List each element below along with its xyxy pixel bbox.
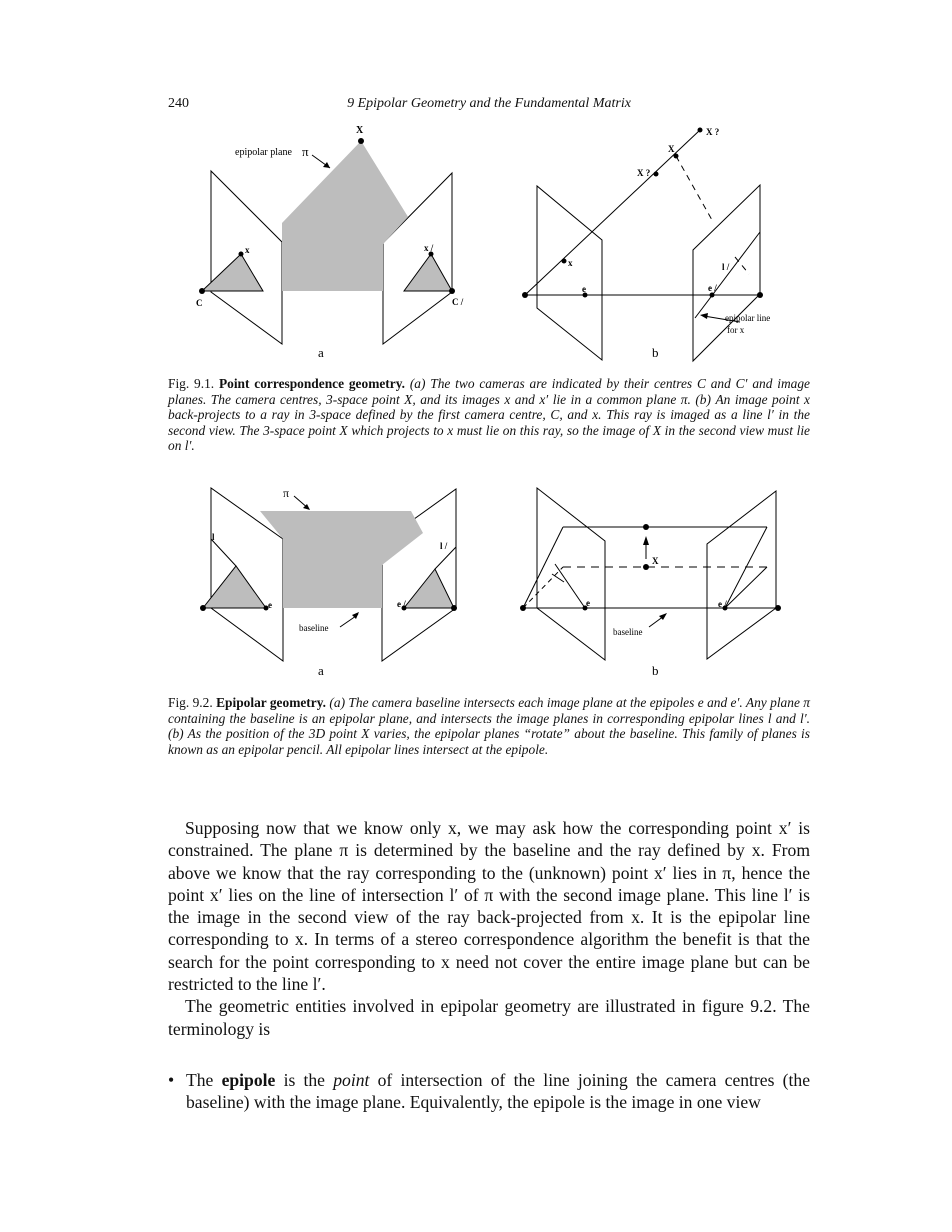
- label-C: C: [196, 298, 203, 308]
- sub-label-a: a: [318, 663, 324, 678]
- pi-label: π: [302, 144, 309, 159]
- label-lp: l /: [722, 262, 730, 272]
- left-image-plane: [537, 488, 605, 660]
- label-x: x: [245, 245, 250, 255]
- dashed-projection: [676, 156, 712, 220]
- figure-caption-9-1: [168, 376, 810, 454]
- left-epipolar-triangle: [203, 566, 266, 608]
- page-number: 240: [168, 96, 189, 111]
- figure-9-2: [0, 484, 952, 684]
- label-e: e: [582, 284, 586, 294]
- running-title: 9 Epipolar Geometry and the Fundamental Matrix: [347, 96, 631, 111]
- bullet-emphasis: point: [333, 1070, 370, 1090]
- label-x: x: [568, 258, 573, 268]
- point-x: [239, 252, 244, 257]
- paragraph: Supposing now that we know only x, we may ask how the corresponding point x′ is constrained. The plane π is determined by the baseline and the ray defined by x. From above we know that the ray corresponding to the (unknown) point x′ lies in π, hence the point x′ lies on the line of intersection l′ of π with the second image plane. This line l′ is the image in the second view of the ray back-projected from x. It is the epipolar line corresponding to x. In terms of a stereo correspondence algorithm the benefit is that the search for the point corresponding to x need not cover the entire image plane but can be restricted to the line l′.: [168, 818, 810, 995]
- dashed-projection: [735, 257, 749, 274]
- epipolar-plane-label: epipolar plane: [235, 147, 292, 158]
- label-e: e: [586, 598, 590, 608]
- sub-label-a: a: [318, 345, 324, 360]
- point-Cp: [449, 288, 455, 294]
- bullet-term: epipole: [221, 1070, 276, 1090]
- label-X: X: [668, 144, 675, 154]
- running-header: [168, 96, 810, 116]
- figure-9-2b: [520, 488, 781, 660]
- baseline-label: baseline: [613, 627, 643, 637]
- bullet-marker: •: [168, 1070, 175, 1090]
- left-image-plane: [537, 186, 602, 360]
- baseline-arrow: [340, 616, 356, 627]
- caption-text: (a) The camera baseline intersects each image plane at the epipoles e and e′. Any plane π containing the baseline is an epipolar plane, and intersects the image planes in corresponding epipolar lines l and l′. (b) As the position of the 3D point X varies, the epipolar planes “rotate” about the baseline. This family of planes is known as an epipolar pencil. All epipolar lines intersect at the epipole.: [168, 695, 810, 757]
- bullet-text-part: of intersection of the line joining the camera centres (the baseline) with the image plane. Equivalently, the epipole is the image in one view: [186, 1070, 811, 1113]
- caption-fig-number: Fig. 9.1.: [168, 376, 215, 391]
- label-Xq2: X ?: [637, 168, 651, 178]
- bullet-item-epipole: [168, 1069, 810, 1114]
- figure-caption-9-2: [168, 695, 810, 757]
- label-X: X: [356, 125, 364, 136]
- pi-label: π: [283, 486, 290, 500]
- epipolar-line-label: epipolar line: [725, 313, 771, 323]
- caption-fig-number: Fig. 9.2.: [168, 695, 213, 710]
- caption-title: Point correspondence geometry.: [218, 376, 405, 391]
- point-C: [199, 288, 205, 294]
- label-xp: x /: [424, 243, 434, 253]
- body-text: [168, 817, 810, 1040]
- paragraph: The geometric entities involved in epipolar geometry are illustrated in figure 9.2. The terminology is: [168, 996, 810, 1039]
- label-Cp: C /: [452, 297, 464, 307]
- back-projected-ray: [525, 130, 700, 295]
- label-Xq1: X ?: [706, 127, 720, 137]
- caption-title: Epipolar geometry.: [216, 695, 327, 710]
- figure-9-1: [0, 120, 952, 370]
- label-X: X: [652, 556, 659, 566]
- left-image-plane: [211, 171, 282, 344]
- figure-9-2a: [200, 488, 457, 661]
- epipolar-line-label-2: for x: [727, 325, 745, 335]
- label-lp: l /: [440, 541, 448, 551]
- bullet-text: [186, 1069, 810, 1114]
- label-ep: e /: [708, 283, 717, 293]
- right-image-plane: [707, 491, 776, 659]
- label-ep: e /: [397, 599, 406, 609]
- label-l: l: [212, 532, 215, 542]
- sub-label-b: b: [652, 663, 659, 678]
- baseline-label: baseline: [299, 623, 329, 633]
- point-X: [358, 138, 364, 144]
- label-ep: e /: [718, 599, 727, 609]
- right-epipolar-triangle: [404, 569, 454, 608]
- epipolar-plane-shading: [260, 511, 423, 608]
- epipolar-line-lp: [695, 232, 760, 318]
- caption-text: (a) The two cameras are indicated by their centres C and C′ and image planes. The camera centres, 3-space point X, and its images x and x′ lie in a common plane π. (b) An image point x back-projects to a ray in 3-space defined by the first camera centre, C, and x. This ray is imaged as a line l′ in the second view. The 3-space point X which projects to x must lie on this ray, so the image of X in the second view must lie on l′.: [168, 376, 810, 454]
- bullet-text-part: is the: [283, 1070, 325, 1090]
- sub-label-b: b: [652, 345, 659, 360]
- label-e: e: [268, 600, 272, 610]
- figure-9-1a: [199, 138, 455, 344]
- bullet-text-part: The: [186, 1070, 214, 1090]
